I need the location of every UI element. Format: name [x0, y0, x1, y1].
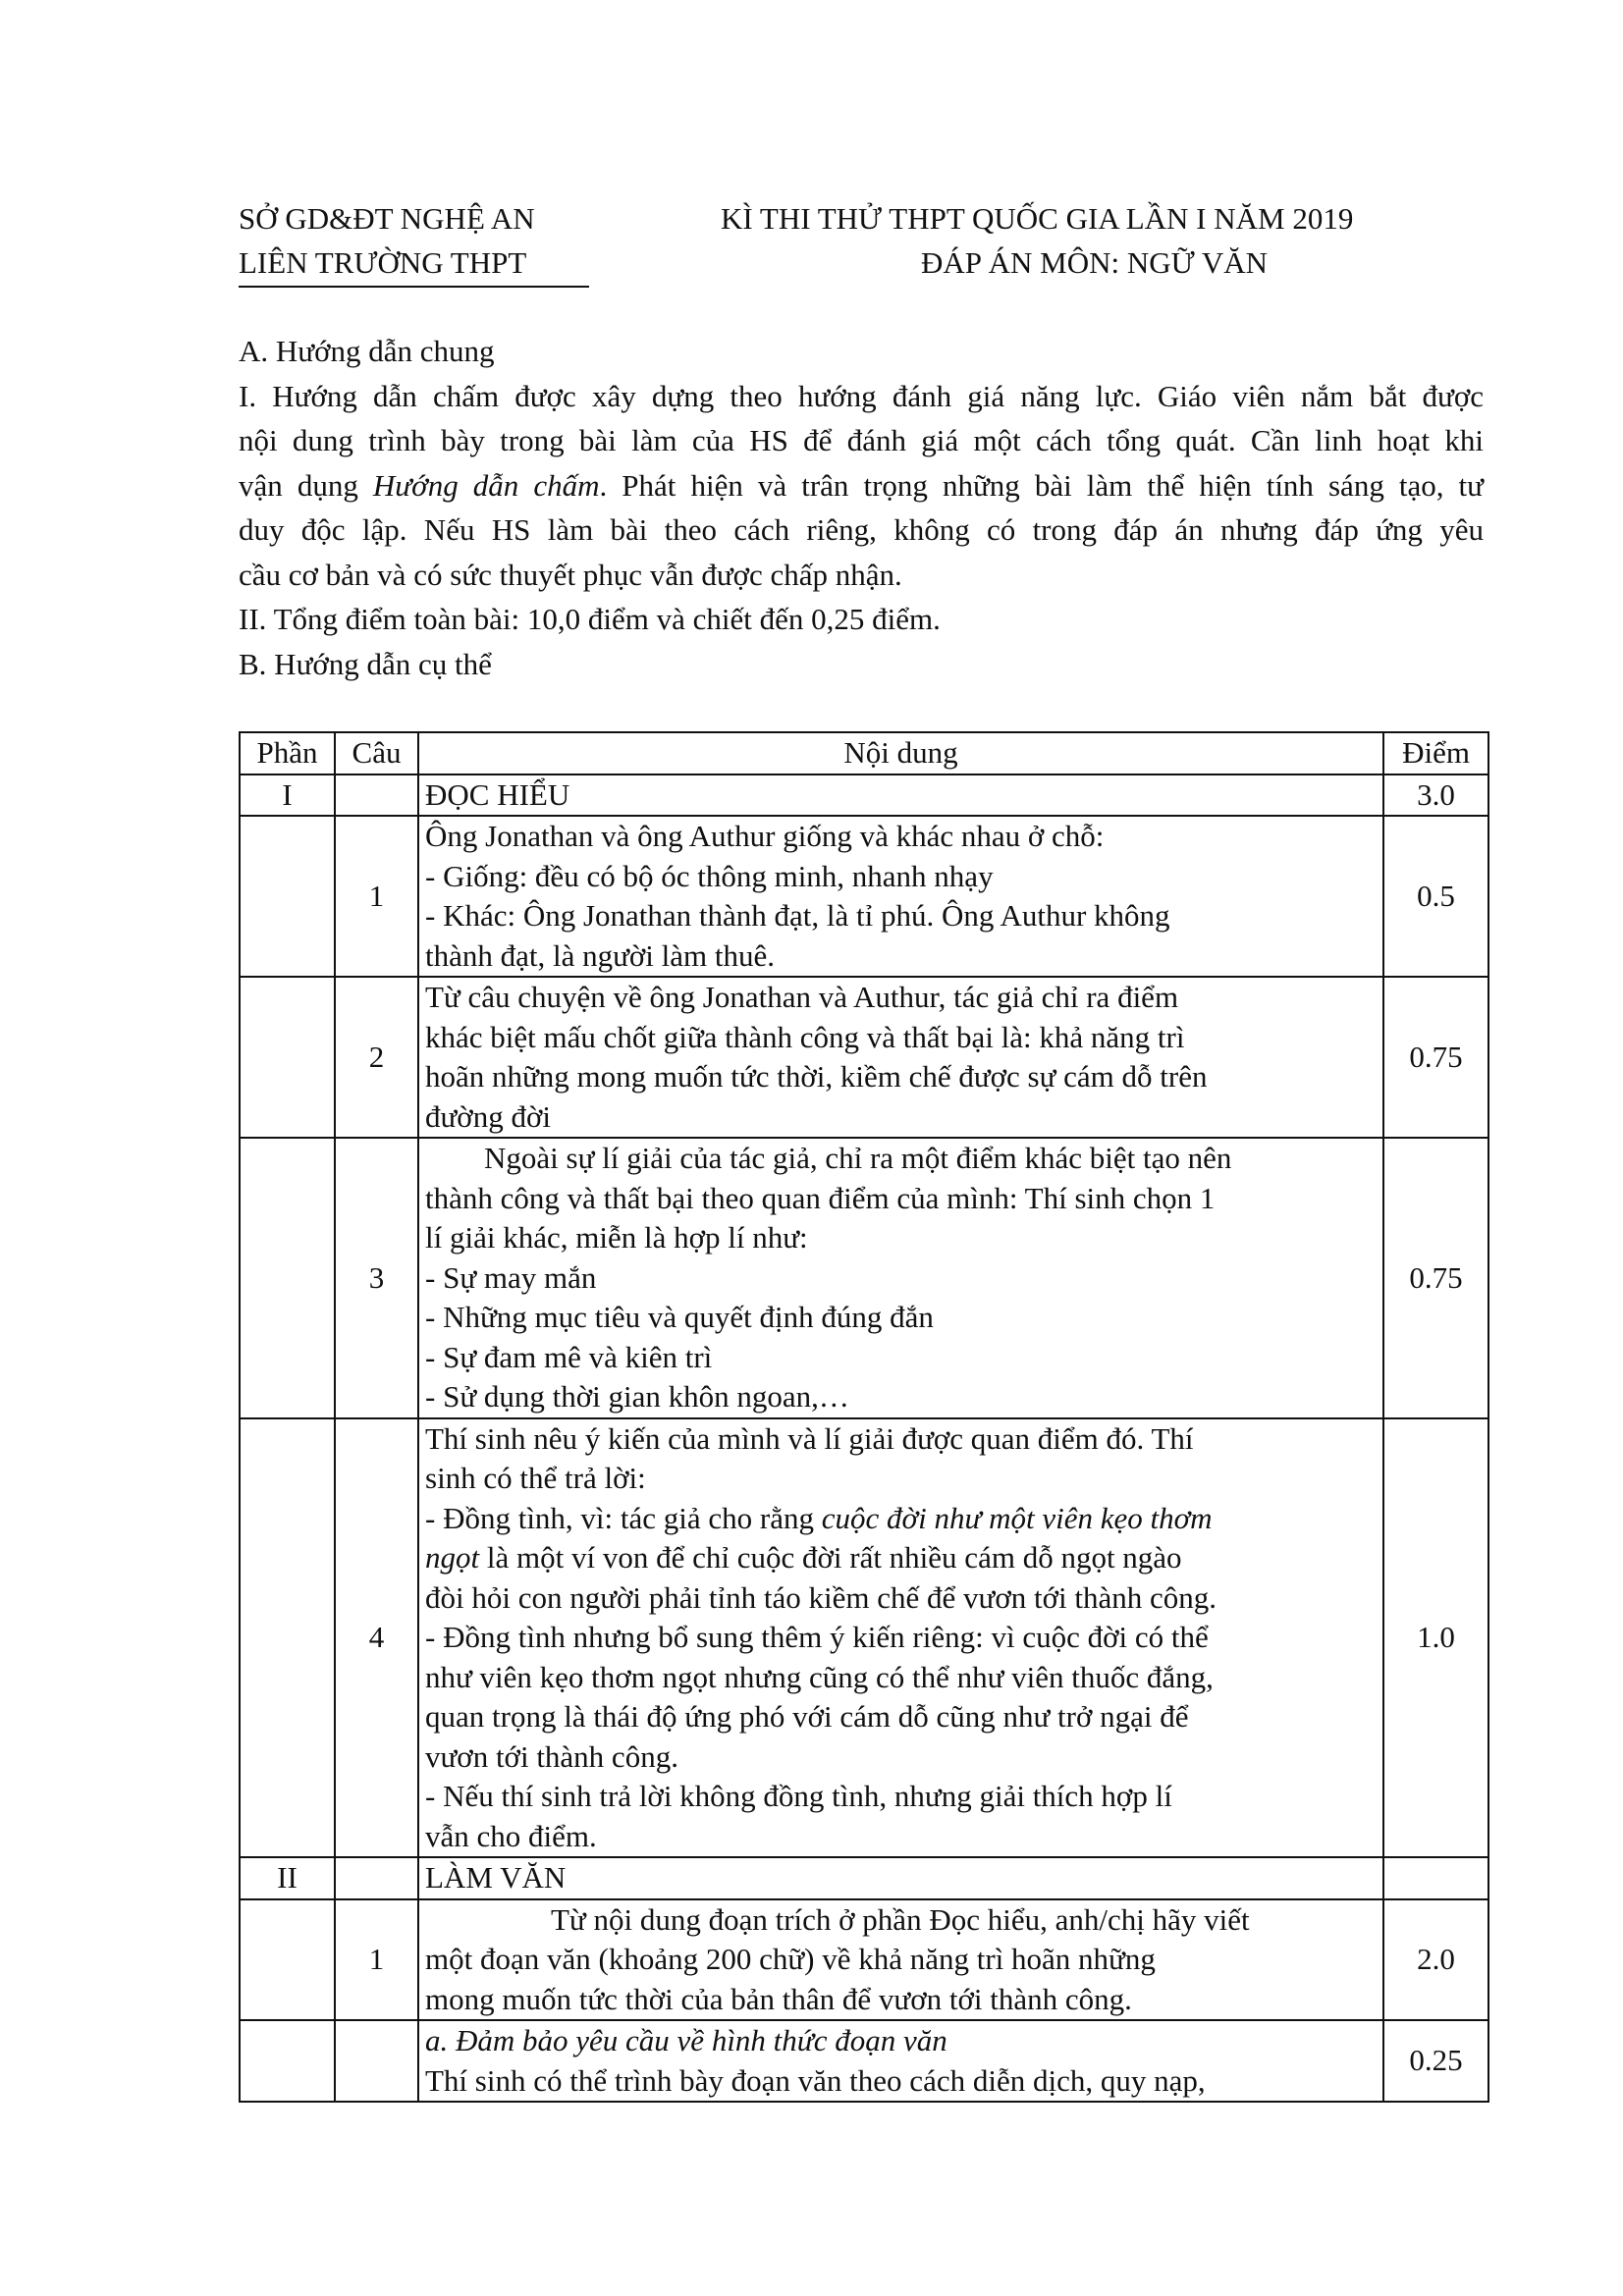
answer-content [418, 1138, 1383, 1418]
header-part: Phần [240, 732, 335, 774]
answer-line: Thí sinh có thể trình bày đoạn văn theo cách diễn dịch, quy nạp, [425, 2062, 1206, 2098]
answer-line: - Khác: Ông Jonathan thành đạt, là tỉ phú. Ông Authur không [425, 898, 1170, 933]
question-points: 0.75 [1383, 977, 1488, 1138]
part-label [240, 816, 335, 977]
question-points: 2.0 [1383, 1899, 1488, 2021]
answer-line: một đoạn văn (khoảng 200 chữ) về khả năng trì hoãn những [425, 1942, 1156, 1976]
part-label: I [240, 774, 335, 817]
answer-line: khác biệt mấu chốt giữa thành công và thất bại là: khả năng trì [425, 1019, 1185, 1054]
answer-line: thành công và thất bại theo quan điểm của mình: Thí sinh chọn 1 [425, 1180, 1216, 1215]
answer-emphasis: ngọt [425, 1540, 480, 1575]
question-points: 0.25 [1383, 2020, 1488, 2102]
question-number: 3 [335, 1138, 418, 1418]
answer-content [418, 816, 1383, 977]
answer-line: Thí sinh nêu ý kiến của mình và lí giải được quan điểm đó. Thí [425, 1420, 1194, 1456]
table-row [240, 816, 1488, 977]
answer-line: - Đồng tình nhưng bổ sung thêm ý kiến riêng: vì cuộc đời có thể [425, 1620, 1209, 1654]
answer-key-title: ĐÁP ÁN MÔN: NGỮ VĂN [921, 245, 1269, 280]
answer-line: đường đời [425, 1098, 551, 1134]
exam-title-block [721, 196, 1447, 285]
question-points: 0.5 [1383, 816, 1488, 977]
answer-line: - Những mục tiêu và quyết định đúng đắn [425, 1300, 934, 1334]
question-points: 1.0 [1383, 1418, 1488, 1858]
guidance-line: duy độc lập. Nếu HS làm bài theo cách riêng, không có trong đáp án nhưng đáp ứng yêu [239, 512, 1484, 547]
criterion-title [425, 2021, 1377, 2061]
section-b-heading: B. Hướng dẫn cụ thể [239, 646, 492, 681]
table-header-row [240, 732, 1488, 774]
guidance-line: nội dung trình bày trong bài làm của HS để đánh giá một cách tổng quát. Cần linh hoạt khi [239, 423, 1484, 457]
guidance-line: cầu cơ bản và có sức thuyết phục vẫn được chấp nhận. [239, 557, 902, 592]
part-label: II [240, 1857, 335, 1899]
answer-line: vươn tới thành công. [425, 1738, 678, 1774]
question-number: 1 [335, 816, 418, 977]
answer-text: - Đồng tình, vì: tác giả cho rằng [425, 1500, 822, 1535]
answer-text: là một ví von để chỉ cuộc đời rất nhiều cám dỗ ngọt ngào [479, 1540, 1182, 1575]
answer-line [425, 1538, 1377, 1578]
part-title: ĐỌC HIỂU [418, 774, 1383, 817]
table-row [240, 977, 1488, 1138]
part-label [240, 1899, 335, 2021]
part-label [240, 1418, 335, 1858]
header-question: Câu [335, 732, 418, 774]
answer-content [418, 2020, 1383, 2102]
answer-line [425, 1499, 1377, 1539]
guidance-line [239, 463, 1484, 508]
part-points: 3.0 [1383, 774, 1488, 817]
guidance-emphasis: Hướng dẫn chấm [372, 467, 600, 503]
answer-line: mong muốn tức thời của bản thân để vươn tới thành công. [425, 1981, 1132, 2016]
question-number: 1 [335, 1899, 418, 2021]
answer-line: lí giải khác, miễn là hợp lí như: [425, 1220, 808, 1255]
scoring-table [239, 731, 1489, 2103]
part-title: LÀM VĂN [418, 1857, 1383, 1899]
answer-line: sinh có thể trả lời: [425, 1461, 646, 1495]
guidance-text: . Phát hiện và trân trọng những bài làm thể hiện tính sáng tạo, tư [599, 467, 1484, 503]
answer-line: Ông Jonathan và ông Authur giống và khác nhau ở chỗ: [425, 819, 1105, 853]
answer-line: - Giống: đều có bộ óc thông minh, nhanh nhạy [425, 858, 994, 893]
answer-line: Từ nội dung đoạn trích ở phần Đọc hiểu, anh/chị hãy viết [551, 1901, 1250, 1937]
table-row [240, 1418, 1488, 1858]
question-number [335, 774, 418, 817]
question-number: 2 [335, 977, 418, 1138]
table-row [240, 1899, 1488, 2021]
general-guidance [239, 329, 1484, 686]
question-number [335, 1857, 418, 1899]
answer-line: - Sử dụng thời gian khôn ngoan,… [425, 1379, 849, 1414]
answer-line: thành đạt, là người làm thuê. [425, 937, 776, 973]
answer-line: - Nếu thí sinh trả lời không đồng tình, nhưng giải thích hợp lí [425, 1779, 1172, 1813]
answer-line: vẫn cho điểm. [425, 1818, 597, 1853]
answer-content [418, 1899, 1383, 2021]
answer-content [418, 1418, 1383, 1858]
question-number: 4 [335, 1418, 418, 1858]
answer-line: Từ câu chuyện về ông Jonathan và Authur, tác giả chỉ ra điểm [425, 980, 1179, 1014]
school-name: LIÊN TRƯỜNG THPT [239, 240, 589, 288]
question-points: 0.75 [1383, 1138, 1488, 1418]
answer-emphasis: cuộc đời như một viên kẹo thơm [821, 1500, 1213, 1535]
part-label [240, 1138, 335, 1418]
table-row [240, 1857, 1488, 1899]
table-row [240, 2020, 1488, 2102]
question-number [335, 2020, 418, 2102]
answer-line: như viên kẹo thơm ngọt nhưng cũng có thể như viên thuốc đắng, [425, 1659, 1214, 1694]
criterion-emphasis: a. Đảm bảo yêu cầu về hình thức đoạn văn [425, 2023, 947, 2057]
total-score-note: II. Tổng điểm toàn bài: 10,0 điểm và chiết đến 0,25 điểm. [239, 602, 941, 636]
part-label [240, 977, 335, 1138]
issuer-block [239, 196, 589, 288]
part-label [240, 2020, 335, 2102]
table-row [240, 774, 1488, 817]
guidance-text: vận dụng [239, 467, 373, 503]
header-content: Nội dung [418, 732, 1383, 774]
table-row [240, 1138, 1488, 1418]
part-points [1383, 1857, 1488, 1899]
answer-line: hoãn những mong muốn tức thời, kiềm chế được sự cám dỗ trên [425, 1059, 1208, 1094]
answer-line: - Sự đam mê và kiên trì [425, 1339, 713, 1374]
header-points: Điểm [1383, 732, 1488, 774]
section-a-heading: A. Hướng dẫn chung [239, 334, 495, 368]
answer-line: Ngoài sự lí giải của tác giả, chỉ ra một điểm khác biệt tạo nên [484, 1141, 1232, 1175]
answer-line: đòi hỏi con người phải tỉnh táo kiềm chế để vươn tới thành công. [425, 1579, 1217, 1615]
guidance-line: I. Hướng dẫn chấm được xây dựng theo hướng đánh giá năng lực. Giáo viên nắm bắt được [239, 378, 1484, 413]
department-name: SỞ GD&ĐT NGHỆ AN [239, 201, 535, 236]
answer-content [418, 977, 1383, 1138]
exam-title: KÌ THI THỬ THPT QUỐC GIA LẦN I NĂM 2019 [721, 201, 1354, 236]
answer-line: quan trọng là thái độ ứng phó với cám dỗ cũng như trở ngại để [425, 1699, 1189, 1734]
answer-line: - Sự may mắn [425, 1259, 597, 1295]
